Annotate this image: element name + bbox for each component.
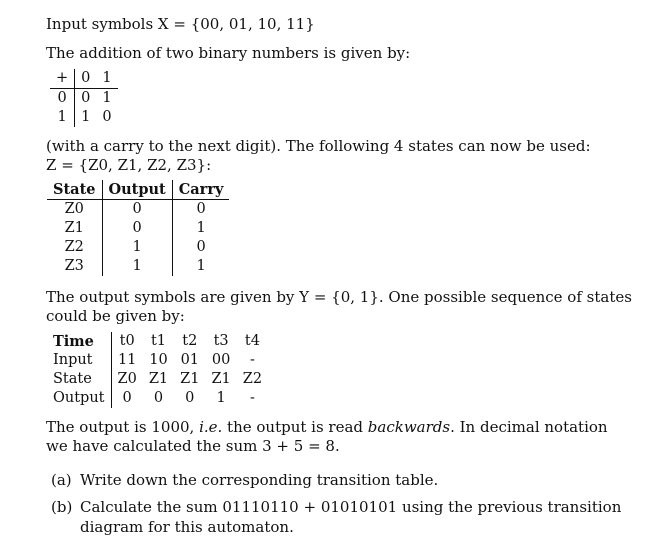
addition-cell: 1 [102, 90, 112, 106]
output-seq-cell: 1 [216, 390, 226, 406]
carry-cell: 0 [196, 239, 206, 255]
item-a-text: Write down the corresponding transition table. [80, 471, 439, 489]
output-cell: 1 [102, 257, 172, 276]
output-symbols-line: The output symbols are given by Y = {0, 1}. One possible sequence of states [46, 288, 632, 306]
output-header: Output [102, 180, 172, 200]
input-symbols-line: Input symbols X = {00, 01, 10, 11} [46, 15, 315, 33]
item-b-text-line-1: Calculate the sum 01110110 + 01010101 using the previous transition [80, 498, 622, 516]
sequence-table [47, 332, 268, 408]
sequence-intro-line: could be given by: [46, 307, 185, 325]
time-cell: t0 [119, 333, 135, 349]
input-row [47, 351, 268, 370]
state-row [47, 238, 229, 257]
input-cell: 10 [149, 352, 168, 368]
item-b-label: (b) [51, 498, 73, 516]
addition-row [50, 108, 118, 127]
state-seq-cell: Z1 [211, 371, 231, 387]
state-seq-cell: Z2 [242, 371, 263, 387]
item-b [51, 497, 622, 517]
output-seq-label: Output [47, 389, 111, 408]
carry-cell: 1 [196, 220, 206, 236]
item-b-text-line-2: diagram for this automaton. [80, 518, 294, 536]
addition-cell: 0 [102, 109, 112, 125]
state-row [47, 200, 229, 220]
addition-header-row [50, 69, 118, 89]
output-seq-cell: 0 [185, 390, 195, 406]
result-text-a: The output is 1000, [46, 418, 200, 436]
state-cell: Z2 [47, 238, 102, 257]
output-cell: 1 [102, 238, 172, 257]
result-text-c: . In decimal notation [450, 418, 608, 436]
carry-header: Carry [172, 180, 229, 200]
addition-header-cell: 1 [96, 69, 117, 89]
time-label: Time [47, 332, 111, 351]
addition-row-label: 1 [50, 108, 75, 127]
output-cell: 0 [102, 200, 172, 220]
state-table-header [47, 180, 229, 200]
input-cell: 01 [180, 352, 200, 368]
addition-row-label: 0 [50, 89, 75, 109]
output-result-line [46, 417, 608, 437]
time-cell: t3 [213, 333, 229, 349]
decimal-sum-line: we have calculated the sum 3 + 5 = 8. [46, 437, 340, 455]
time-row [47, 332, 268, 351]
ie-text: i.e. [199, 418, 223, 436]
backwards-text: backwards [367, 418, 451, 436]
state-cell: Z1 [47, 219, 102, 238]
state-cell: Z0 [47, 200, 102, 220]
state-seq-cell: Z1 [148, 371, 169, 387]
state-row [47, 257, 229, 276]
output-seq-row [47, 389, 268, 408]
addition-row [50, 89, 118, 109]
addition-cell: 1 [81, 109, 91, 125]
addition-intro: The addition of two binary numbers is given by: [46, 44, 411, 62]
output-seq-cell: 0 [122, 390, 132, 406]
states-set-line: Z = {Z0, Z1, Z2, Z3}: [46, 156, 212, 174]
carry-cell: 1 [196, 258, 206, 274]
state-cell: Z3 [47, 257, 102, 276]
output-seq-cell: 0 [153, 390, 164, 406]
output-seq-cell: - [249, 390, 255, 406]
state-header: State [47, 180, 102, 200]
addition-table [50, 69, 118, 127]
item-a-label: (a) [51, 471, 72, 489]
item-a [51, 470, 439, 490]
input-label: Input [47, 351, 111, 370]
time-cell: t4 [244, 333, 260, 349]
state-row [47, 219, 229, 238]
carry-paragraph-line-1: (with a carry to the next digit). The following 4 states can now be used: [46, 137, 591, 155]
state-seq-label: State [47, 370, 111, 389]
output-cell: 0 [102, 219, 172, 238]
input-cell: 00 [211, 352, 231, 368]
addition-header-cell: 0 [75, 69, 97, 89]
addition-cell: 0 [81, 90, 91, 106]
result-text-b: the output is read [222, 418, 368, 436]
input-cell: - [249, 352, 255, 368]
state-seq-cell: Z1 [180, 371, 200, 387]
carry-cell: 0 [196, 201, 206, 217]
addition-header-op: + [50, 69, 75, 89]
time-cell: t2 [182, 333, 198, 349]
state-table [47, 180, 229, 276]
time-cell: t1 [150, 333, 167, 349]
input-cell: 11 [117, 352, 137, 368]
state-seq-cell: Z0 [117, 371, 137, 387]
state-seq-row [47, 370, 268, 389]
